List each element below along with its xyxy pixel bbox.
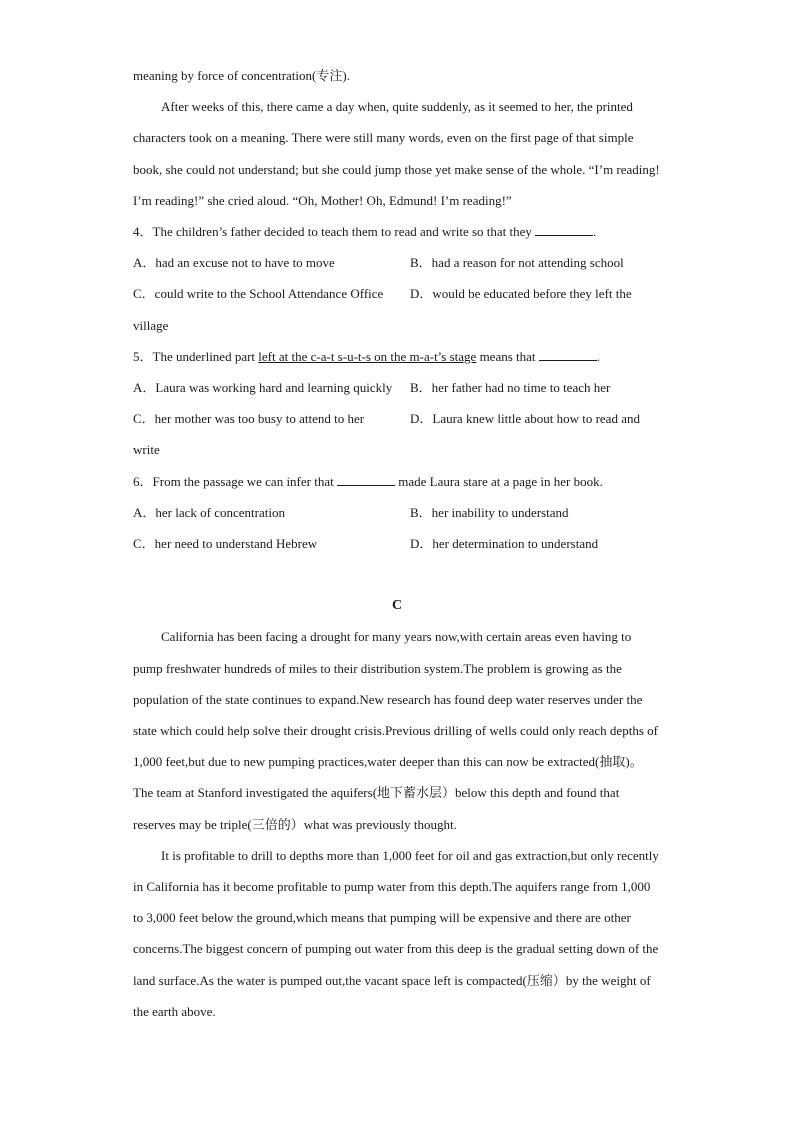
option-c[interactable]: C．her need to understand Hebrew (133, 536, 318, 552)
options-row (133, 497, 661, 528)
option-c[interactable]: C．could write to the School Attendance Office (133, 286, 384, 302)
passage-c-paragraph-1: California has been facing a drought for many years now,with certain areas even having to pump freshwater hundreds of miles to their distribution system.The problem is growing as the population of the state continues to expand.New research has found deep water reserves under the state which could help solve their drought crisis.Previous drilling of wells could only reach depths of 1,000 feet,but due to new pumping practices,water deeper than this can now be extracted(抽取)。The team at Stanford investigated the aquifers(地下蓄水层）below this depth and found that reserves may be triple(三倍的）what was previously thought. (133, 629, 658, 832)
options-row (133, 528, 661, 559)
document-content (133, 60, 661, 1027)
options-row-wrap (133, 403, 661, 465)
option-a[interactable]: A．her lack of concentration (133, 504, 285, 520)
option-b[interactable]: B．had a reason for not attending school (410, 255, 624, 271)
passage-c-paragraph-2: It is profitable to drill to depths more than 1,000 feet for oil and gas extraction,but only recently in California has it become profitable to pump water from this depth.The aquifers range from 1,000 to 3,000 feet below the ground,which means that pumping will be expensive and there are other concerns.The biggest concern of pumping out water from this deep is the gradual setting down of the land surface.As the water is pumped out,the vacant space left is compacted(压缩）by the weight of the earth above. (133, 847, 659, 1019)
question-text: The children’s father decided to teach them to read and write so that they (152, 224, 536, 240)
question-text-end: made Laura stare at a page in her book. (394, 473, 603, 489)
question-number: 5． (133, 348, 153, 364)
option-c[interactable]: C．her mother was too busy to attend to her (133, 411, 365, 427)
option-a[interactable]: A．had an excuse not to have to move (133, 255, 335, 271)
question-number: 6． (133, 473, 153, 489)
options-row (133, 247, 661, 278)
option-b[interactable]: B．her inability to understand (410, 504, 569, 520)
question-text: From the passage we can infer that (152, 473, 337, 489)
passage-b-continuation: meaning by force of concentration(专注). (133, 68, 350, 83)
options-row (133, 372, 661, 403)
question-6-stem (133, 466, 661, 497)
question-text-end: . (593, 224, 597, 240)
question-4-stem (133, 216, 661, 247)
answer-blank (337, 473, 395, 486)
underlined-part: left at the c-a-t s-u-t-s on the m-a-t’s stage (258, 348, 477, 364)
passage-b-paragraph: After weeks of this, there came a day when, quite suddenly, as it seemed to her, the printed characters took on a meaning. There were still many words, even on the first page of that simple book, she could not understand; but she could jump those yet make sense of the whole. “I’m reading! I’m reading!” she cried aloud. “Oh, Mother! Oh, Edmund! I’m reading!” (133, 99, 660, 208)
answer-blank (539, 348, 597, 361)
option-d[interactable]: D．would be educated before they left the village (133, 286, 632, 333)
option-d[interactable]: D．her determination to understand (410, 536, 599, 552)
question-number: 4． (133, 224, 153, 240)
option-a[interactable]: A．Laura was working hard and learning quickly (133, 380, 393, 396)
question-text: The underlined part (152, 348, 259, 364)
question-text-middle: means that (476, 348, 539, 364)
option-d[interactable]: D．Laura knew little about how to read and write (133, 411, 640, 458)
answer-blank (535, 223, 593, 236)
section-title: C (391, 598, 403, 614)
question-text-end: . (596, 348, 601, 364)
options-row-wrap (133, 278, 661, 340)
question-5-stem (133, 341, 661, 372)
option-b[interactable]: B．her father had no time to teach her (410, 380, 611, 396)
